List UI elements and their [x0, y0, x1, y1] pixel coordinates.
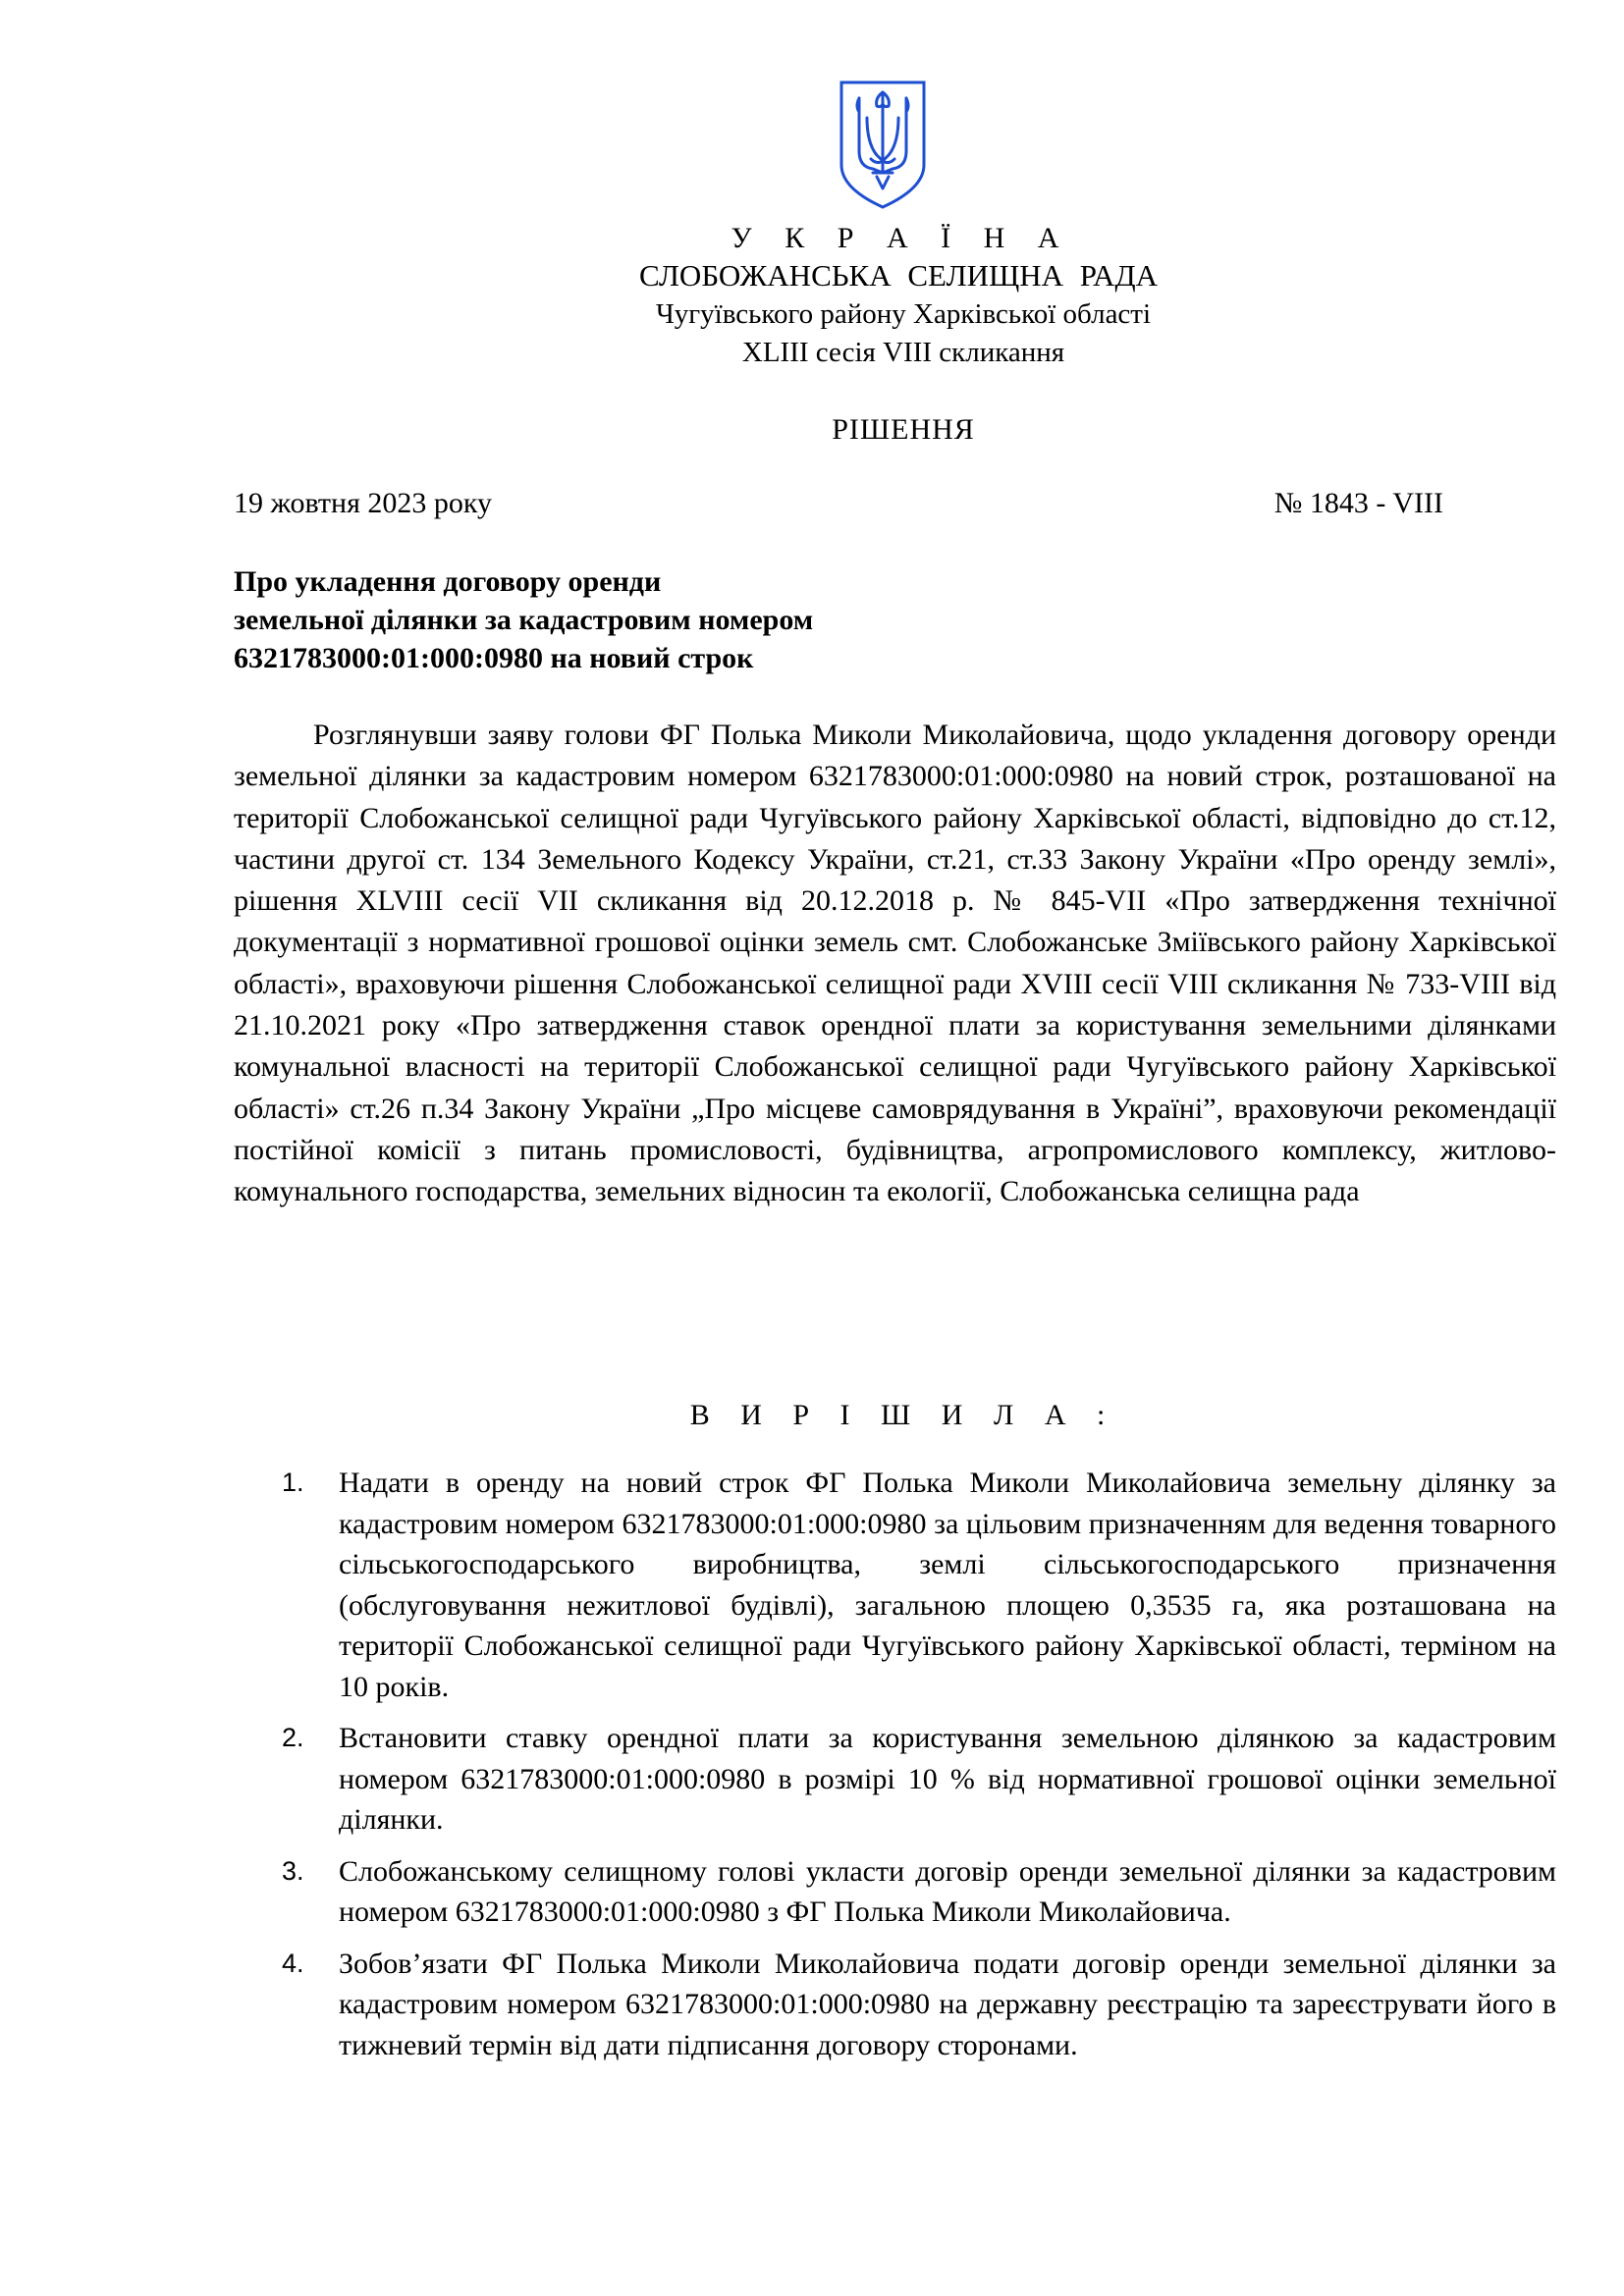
list-item-text: Встановити ставку орендної плати за користування земельною ділянкою за кадастровим номером 6321783000:01:000:0980 в розмірі 10 % від нормативної грошової оцінки земельної ділянки. [339, 1722, 1556, 1836]
list-item-number: 1. [282, 1468, 304, 1497]
list-item-number: 3. [282, 1855, 304, 1886]
list-item-number: 4. [282, 1948, 304, 1978]
document-type-title: РІШЕННЯ [832, 413, 975, 446]
list-item-text: Зобов’язати ФГ Полька Миколи Миколайовича подати договір оренди земельної ділянки за кадастровим номером 6321783000:01:000:0980 на державну реєстрацію та зареєструвати його в тижневий термін від дати підписання договору сторонами. [339, 1947, 1556, 2061]
decision-date: 19 жовтня 2023 року [234, 487, 493, 519]
coat-of-arms-icon [838, 79, 928, 211]
subject-line: земельної ділянки за кадастровим номером [234, 604, 814, 636]
decision-items-list [0, 1463, 1624, 2076]
resolved-heading: В И Р І Ш И Л А : [689, 1399, 1117, 1431]
council-title: СЛОБОЖАНСЬКА СЕЛИЩНА РАДА [639, 258, 1158, 293]
subject-line: 6321783000:01:000:0980 на новий строк [234, 642, 754, 674]
session-subtitle: XLIII сесія VIII скликання [741, 337, 1065, 368]
country-title: У К Р А Ї Н А [731, 222, 1072, 254]
list-item [0, 1944, 1624, 2066]
decision-number: № 1843 - VIII [1273, 487, 1443, 519]
list-item [0, 1851, 1624, 1933]
list-item-number: 2. [282, 1723, 304, 1752]
list-item-text: Надати в оренду на новий строк ФГ Полька Миколи Миколайовича земельну ділянку за кадастровим номером 6321783000:01:000:0980 за цільовим призначенням для ведення товарного сільськогосподарського виробництва, землі сільськогосподарського призначення (обслуговування нежитлової будівлі), загальною площею 0,3535 га, яка розташована на території Слобожанської селищної ради Чугуївського району Харківської області, терміном на 10 років. [339, 1467, 1556, 1703]
list-item [0, 1463, 1624, 1707]
list-item-text: Слобожанському селищному голові укласти договір оренди земельної ділянки за кадастровим номером 6321783000:01:000:0980 з ФГ Полька Миколи Миколайовича. [339, 1854, 1556, 1928]
preamble-paragraph: Розглянувши заяву голови ФГ Полька Миколи Миколайовича, щодо укладення договору оренди земельної ділянки за кадастровим номером 6321783000:01:000:0980 на новий строк, розташованої на території Слобожанської селищної ради Чугуївського району Харківської області, відповідно до ст.12, частини другої ст. 134 Земельного Кодексу України, ст.21, ст.33 Закону України «Про оренду землі», рішення XLVIII сесії VII скликання від 20.12.2018 р. № 845-VII «Про затвердження технічної документації з нормативної грошової оцінки земель смт. Слобожанське Зміївського району Харківської області», враховуючи рішення Слобожанської селищної ради XVIII сесії VIII скликання № 733-VIII від 21.10.2021 року «Про затвердження ставок орендної плати за користування земельними ділянками комунальної власності на території Слобожанської селищної ради Чугуївського району Харківської області» ст.26 п.34 Закону України „Про місцеве самоврядування в Україні”, враховуючи рекомендації постійної комісії з питань промисловості, будівництва, агропромислового комплексу, житлово-комунального господарства, земельних відносин та екології, Слобожанська селищна рада [234, 719, 1556, 1208]
district-subtitle: Чугуївського району Харківської області [655, 298, 1152, 330]
list-item [0, 1718, 1624, 1841]
decision-subject [234, 562, 980, 677]
subject-line: Про укладення договору оренди [234, 565, 662, 598]
